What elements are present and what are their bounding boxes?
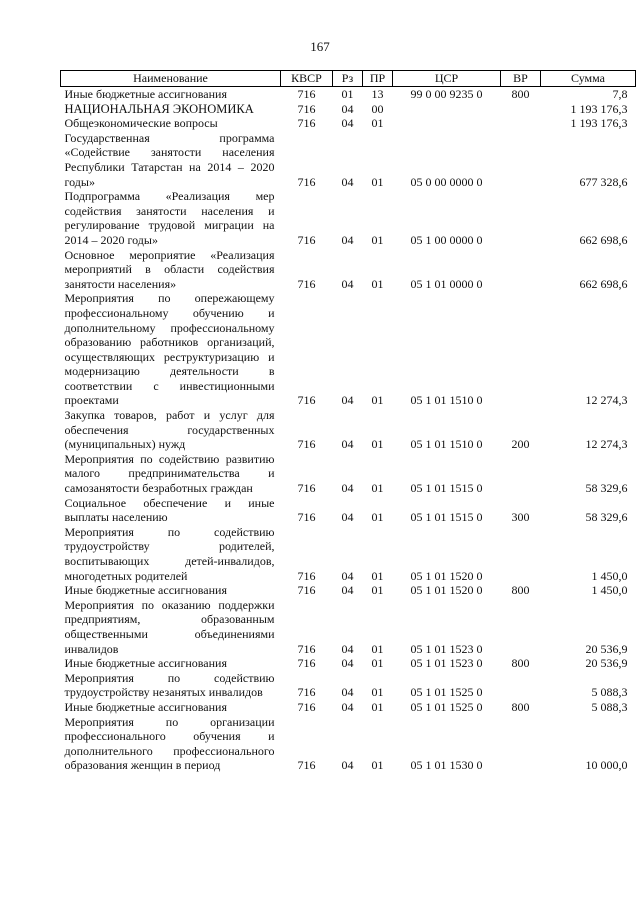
cell-sum: 677 328,6 xyxy=(579,174,628,189)
cell-kvsr: 716 xyxy=(297,568,316,583)
cell-name: Иные бюджетные ассигнования xyxy=(64,656,227,671)
header-csr: ЦСР xyxy=(393,71,501,87)
cell-pr: 01 xyxy=(371,232,384,247)
cell-kvsr: 716 xyxy=(297,685,316,700)
cell-csr: 05 1 01 1510 0 xyxy=(410,393,483,408)
header-pr: ПР xyxy=(363,71,393,87)
cell-name: Социальное обеспечение и иные выплаты населению xyxy=(64,495,275,525)
cell-sum: 1 450,0 xyxy=(591,583,628,598)
cell-sum: 662 698,6 xyxy=(579,276,628,291)
table-row xyxy=(61,671,636,700)
header-rz: Рз xyxy=(333,71,363,87)
table-row xyxy=(61,291,636,408)
table-row xyxy=(61,656,636,671)
cell-sum: 5 088,3 xyxy=(591,685,628,700)
cell-rz: 04 xyxy=(341,101,354,116)
cell-csr: 05 1 01 1515 0 xyxy=(410,510,483,525)
cell-csr xyxy=(393,116,501,131)
cell-sum: 1 193 176,3 xyxy=(570,101,628,116)
cell-csr: 05 1 01 1515 0 xyxy=(410,481,483,496)
cell-name: Закупка товаров, работ и услуг для обеспечения государственных (муниципальных) нужд xyxy=(64,408,275,452)
cell-rz: 04 xyxy=(341,232,354,247)
cell-vr xyxy=(501,102,541,117)
table-row xyxy=(61,700,636,715)
cell-kvsr: 716 xyxy=(297,116,316,131)
cell-name: Иные бюджетные ассигнования xyxy=(64,583,227,598)
cell-csr: 05 1 01 0000 0 xyxy=(410,276,483,291)
cell-vr xyxy=(501,189,541,247)
cell-rz: 04 xyxy=(341,583,354,598)
cell-csr: 05 0 00 0000 0 xyxy=(410,174,483,189)
table-row xyxy=(61,116,636,131)
table-row xyxy=(61,452,636,496)
cell-pr: 01 xyxy=(371,481,384,496)
cell-sum: 1 193 176,3 xyxy=(570,116,628,131)
cell-pr: 01 xyxy=(371,699,384,714)
cell-kvsr: 716 xyxy=(297,174,316,189)
header-kvsr: КВСР xyxy=(281,71,333,87)
cell-pr: 01 xyxy=(371,174,384,189)
cell-csr: 05 1 00 0000 0 xyxy=(410,232,483,247)
cell-kvsr: 716 xyxy=(297,656,316,671)
cell-pr: 01 xyxy=(371,510,384,525)
cell-rz: 04 xyxy=(341,699,354,714)
cell-name: Мероприятия по содействию трудоустройству незанятых инвалидов xyxy=(64,670,275,700)
cell-kvsr: 716 xyxy=(297,583,316,598)
table-row xyxy=(61,408,636,452)
header-name: Наименование xyxy=(61,71,281,87)
table-row xyxy=(61,248,636,292)
cell-rz: 04 xyxy=(341,685,354,700)
cell-kvsr: 716 xyxy=(297,641,316,656)
cell-name: Мероприятия по организации профессионального обучения и дополнительного профессионального образования женщин в период xyxy=(64,714,275,773)
cell-csr: 05 1 01 1510 0 xyxy=(410,437,483,452)
cell-sum: 12 274,3 xyxy=(585,393,628,408)
cell-pr: 01 xyxy=(371,393,384,408)
cell-name: Государственная программа «Содействие занятости населения Республики Татарстан на 2014 – 2020 годы» xyxy=(64,130,275,189)
cell-pr: 01 xyxy=(371,583,384,598)
cell-csr: 05 1 01 1523 0 xyxy=(410,656,483,671)
cell-sum: 10 000,0 xyxy=(585,758,628,773)
cell-csr xyxy=(393,102,501,117)
cell-name: Подпрограмма «Реализация мер содействия занятости населения и регулирование трудовой миграции на 2014 – 2020 годы» xyxy=(64,189,275,247)
cell-rz: 04 xyxy=(341,510,354,525)
cell-name: Основное мероприятие «Реализация мероприятий в области содействия занятости населения» xyxy=(64,247,275,291)
table-row xyxy=(61,131,636,189)
header-sum: Сумма xyxy=(541,71,636,87)
cell-name: Мероприятия по опережающему профессиональному обучению и дополнительному профессиональному образованию работников организаций, осуществляющих реструктуризацию и модернизацию деятельности в соответствии с инвестиционными проектами xyxy=(64,291,275,408)
cell-pr: 01 xyxy=(371,685,384,700)
cell-name: Мероприятия по содействию развитию малого предпринимательства и самозанятости безработных граждан xyxy=(64,451,275,496)
header-vr: ВР xyxy=(501,71,541,87)
cell-name: Общеэкономические вопросы xyxy=(64,116,218,131)
cell-kvsr: 716 xyxy=(297,758,316,773)
cell-rz: 04 xyxy=(341,641,354,656)
cell-csr: 05 1 01 1523 0 xyxy=(410,641,483,656)
cell-sum: 12 274,3 xyxy=(585,437,628,452)
cell-sum: 58 329,6 xyxy=(585,481,628,496)
table-row xyxy=(61,189,636,247)
cell-vr xyxy=(501,291,541,408)
cell-kvsr: 716 xyxy=(297,699,316,714)
budget-table xyxy=(60,70,636,773)
cell-kvsr: 716 xyxy=(297,481,316,496)
cell-kvsr: 716 xyxy=(297,87,316,101)
table-row xyxy=(61,583,636,598)
cell-rz: 04 xyxy=(341,656,354,671)
cell-vr: 300 xyxy=(511,510,530,525)
cell-rz: 04 xyxy=(341,393,354,408)
cell-rz: 04 xyxy=(341,437,354,452)
cell-vr xyxy=(501,248,541,292)
table-row xyxy=(61,87,636,102)
cell-pr: 13 xyxy=(371,87,384,101)
table-header xyxy=(61,71,636,87)
table-row xyxy=(61,496,636,525)
cell-vr xyxy=(501,116,541,131)
cell-pr: 01 xyxy=(371,656,384,671)
cell-rz: 04 xyxy=(341,568,354,583)
cell-rz: 01 xyxy=(341,87,354,101)
cell-vr: 800 xyxy=(511,583,530,598)
cell-sum: 662 698,6 xyxy=(579,232,628,247)
cell-kvsr: 716 xyxy=(297,510,316,525)
cell-name: Мероприятия по оказанию поддержки предприятиям, образованным общественными объединениями инвалидов xyxy=(64,597,275,656)
cell-vr xyxy=(501,525,541,583)
cell-sum: 7,8 xyxy=(612,87,628,101)
cell-vr: 800 xyxy=(511,656,530,671)
cell-vr: 200 xyxy=(511,437,530,452)
cell-csr: 99 0 00 9235 0 xyxy=(410,87,483,101)
cell-pr: 01 xyxy=(371,437,384,452)
cell-csr: 05 1 01 1525 0 xyxy=(410,699,483,714)
cell-sum: 20 536,9 xyxy=(585,656,628,671)
cell-csr: 05 1 01 1525 0 xyxy=(410,685,483,700)
cell-pr: 01 xyxy=(371,641,384,656)
cell-name: НАЦИОНАЛЬНАЯ ЭКОНОМИКА xyxy=(64,101,254,116)
cell-name: Иные бюджетные ассигнования xyxy=(64,699,227,714)
table-body xyxy=(61,87,636,773)
cell-vr: 800 xyxy=(511,87,530,101)
cell-pr: 01 xyxy=(371,116,384,131)
cell-vr xyxy=(501,598,541,656)
cell-pr: 01 xyxy=(371,568,384,583)
table-row xyxy=(61,525,636,583)
cell-sum: 20 536,9 xyxy=(585,641,628,656)
cell-pr: 01 xyxy=(371,758,384,773)
cell-kvsr: 716 xyxy=(297,101,316,116)
cell-csr: 05 1 01 1530 0 xyxy=(410,758,483,773)
cell-rz: 04 xyxy=(341,758,354,773)
cell-vr: 800 xyxy=(511,699,530,714)
cell-kvsr: 716 xyxy=(297,232,316,247)
cell-kvsr: 716 xyxy=(297,437,316,452)
table-row xyxy=(61,598,636,656)
cell-rz: 04 xyxy=(341,276,354,291)
cell-vr xyxy=(501,671,541,700)
page-number: 167 xyxy=(310,39,330,54)
cell-vr xyxy=(501,715,541,773)
cell-name: Иные бюджетные ассигнования xyxy=(64,87,227,101)
cell-kvsr: 716 xyxy=(297,276,316,291)
table-row xyxy=(61,102,636,117)
cell-csr: 05 1 01 1520 0 xyxy=(410,583,483,598)
cell-pr: 00 xyxy=(371,101,384,116)
cell-name: Мероприятия по содействию трудоустройству родителей, воспитывающих детей-инвалидов, многодетных родителей xyxy=(64,524,275,583)
cell-rz: 04 xyxy=(341,174,354,189)
cell-pr: 01 xyxy=(371,276,384,291)
cell-sum: 1 450,0 xyxy=(591,568,628,583)
table-row xyxy=(61,715,636,773)
cell-sum: 58 329,6 xyxy=(585,510,628,525)
cell-rz: 04 xyxy=(341,116,354,131)
cell-vr xyxy=(501,452,541,496)
cell-rz: 04 xyxy=(341,481,354,496)
cell-csr: 05 1 01 1520 0 xyxy=(410,568,483,583)
cell-sum: 5 088,3 xyxy=(591,699,628,714)
cell-kvsr: 716 xyxy=(297,393,316,408)
cell-vr xyxy=(501,131,541,189)
